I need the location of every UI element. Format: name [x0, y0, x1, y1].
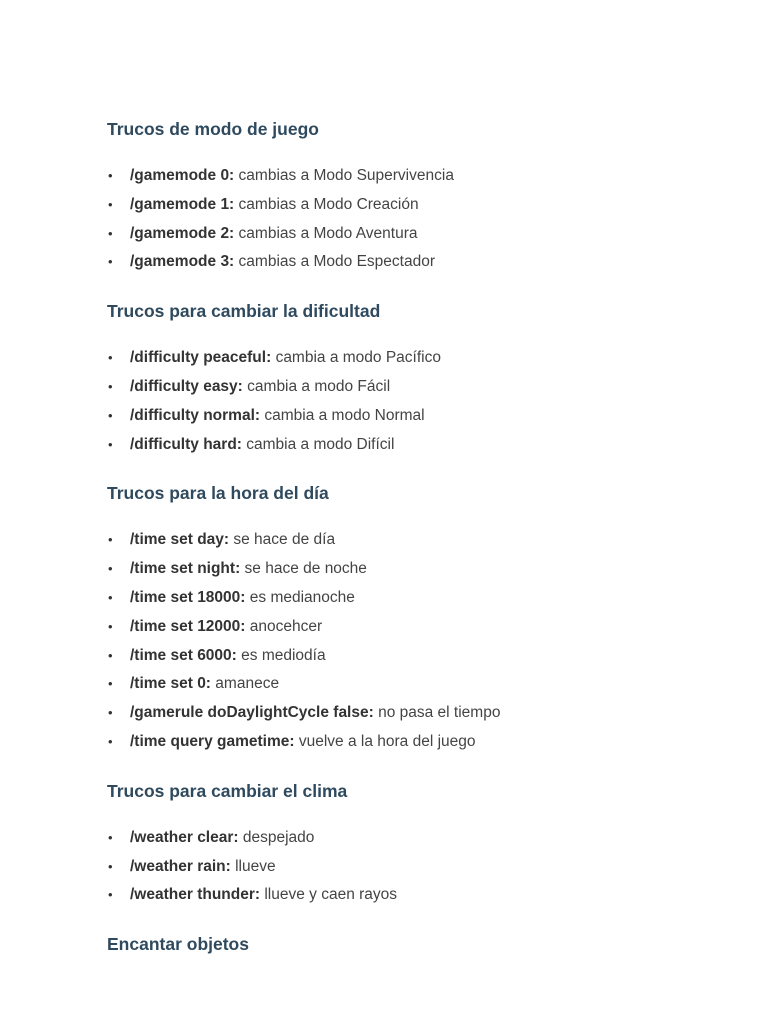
- command-text: /time query gametime:: [130, 732, 295, 750]
- bullet-icon: •: [108, 561, 113, 577]
- command-list: [107, 162, 707, 277]
- list-item: [107, 613, 707, 642]
- command-description: es medianoche: [249, 588, 355, 606]
- command-description: anocehcer: [249, 617, 323, 635]
- bullet-icon: •: [108, 705, 113, 721]
- bullet-icon: •: [108, 733, 113, 749]
- list-item: [107, 191, 707, 220]
- command-description: es mediodía: [241, 646, 326, 664]
- bullet-icon: •: [108, 829, 113, 845]
- bullet-icon: •: [108, 676, 113, 692]
- command-description: no pasa el tiempo: [378, 704, 501, 722]
- command-text: /time set 6000:: [130, 646, 237, 664]
- bullet-icon: •: [108, 532, 113, 548]
- command-text: /difficulty peaceful:: [130, 349, 272, 367]
- command-text: /gamerule doDaylightCycle false:: [130, 704, 374, 722]
- list-item: [107, 373, 707, 402]
- list-item: [107, 670, 707, 699]
- command-description: amanece: [215, 675, 280, 693]
- list-item: [107, 555, 707, 584]
- command-description: cambias a Modo Espectador: [238, 253, 435, 271]
- command-description: cambia a modo Normal: [264, 406, 425, 424]
- bullet-icon: •: [108, 647, 113, 663]
- section-title: Trucos para la hora del día: [107, 483, 329, 504]
- list-item: [107, 248, 707, 277]
- section-title: Trucos para cambiar la dificultad: [107, 301, 381, 322]
- bullet-icon: •: [108, 350, 113, 366]
- command-description: se hace de día: [233, 531, 336, 549]
- list-item: [107, 344, 707, 373]
- command-list: [107, 824, 707, 910]
- command-description: despejado: [242, 828, 315, 846]
- command-description: llueve: [235, 857, 276, 875]
- command-text: /gamemode 0:: [130, 167, 235, 184]
- command-list: [107, 526, 707, 756]
- command-description: cambias a Modo Creación: [238, 195, 419, 213]
- command-text: /gamemode 2:: [130, 224, 235, 242]
- command-text: /time set day:: [130, 531, 230, 549]
- section-1: [107, 299, 707, 459]
- bullet-icon: •: [108, 378, 113, 394]
- command-text: /gamemode 3:: [130, 253, 235, 271]
- bullet-icon: •: [108, 887, 113, 903]
- list-item: [107, 853, 707, 882]
- list-item: [107, 699, 707, 728]
- command-text: /time set night:: [130, 560, 241, 578]
- bullet-icon: •: [108, 225, 113, 241]
- list-item: [107, 431, 707, 460]
- list-item: [107, 881, 707, 910]
- list-item: [107, 642, 707, 671]
- command-description: cambias a Modo Supervivencia: [238, 167, 454, 184]
- command-text: /difficulty easy:: [130, 377, 243, 395]
- section-title: Trucos de modo de juego: [107, 119, 319, 139]
- bullet-icon: •: [108, 254, 113, 270]
- bullet-icon: •: [108, 407, 113, 423]
- list-item: [107, 220, 707, 249]
- command-description: cambia a modo Fácil: [247, 377, 391, 395]
- command-text: /gamemode 1:: [130, 195, 235, 213]
- list-item: [107, 584, 707, 613]
- section-0: [107, 117, 707, 277]
- section-3: [107, 779, 707, 910]
- bullet-icon: •: [108, 196, 113, 212]
- command-text: /time set 18000:: [130, 588, 246, 606]
- section-2: [107, 481, 707, 756]
- section-title: Encantar objetos: [107, 934, 249, 955]
- command-text: /time set 0:: [130, 675, 211, 693]
- command-list: [107, 344, 707, 459]
- document-content: [107, 117, 707, 956]
- command-text: /difficulty normal:: [130, 406, 261, 424]
- bullet-icon: •: [108, 618, 113, 634]
- section-4: [107, 932, 707, 956]
- section-title: Trucos para cambiar el clima: [107, 780, 348, 801]
- list-item: [107, 526, 707, 555]
- bullet-icon: •: [108, 589, 113, 605]
- bullet-icon: •: [108, 436, 113, 452]
- list-item: [107, 402, 707, 431]
- command-description: cambia a modo Difícil: [246, 435, 395, 453]
- bullet-icon: •: [108, 858, 113, 874]
- command-description: se hace de noche: [244, 560, 367, 578]
- command-description: cambia a modo Pacífico: [275, 349, 441, 367]
- list-item: [107, 162, 707, 191]
- list-item: [107, 728, 707, 757]
- command-text: /weather thunder:: [130, 886, 261, 904]
- command-text: /difficulty hard:: [130, 435, 242, 453]
- command-description: llueve y caen rayos: [264, 886, 398, 904]
- list-item: [107, 824, 707, 853]
- command-description: cambias a Modo Aventura: [238, 224, 418, 242]
- bullet-icon: •: [108, 168, 113, 183]
- command-text: /time set 12000:: [130, 617, 246, 635]
- command-description: vuelve a la hora del juego: [298, 732, 476, 750]
- command-text: /weather clear:: [130, 828, 239, 846]
- command-text: /weather rain:: [130, 857, 231, 875]
